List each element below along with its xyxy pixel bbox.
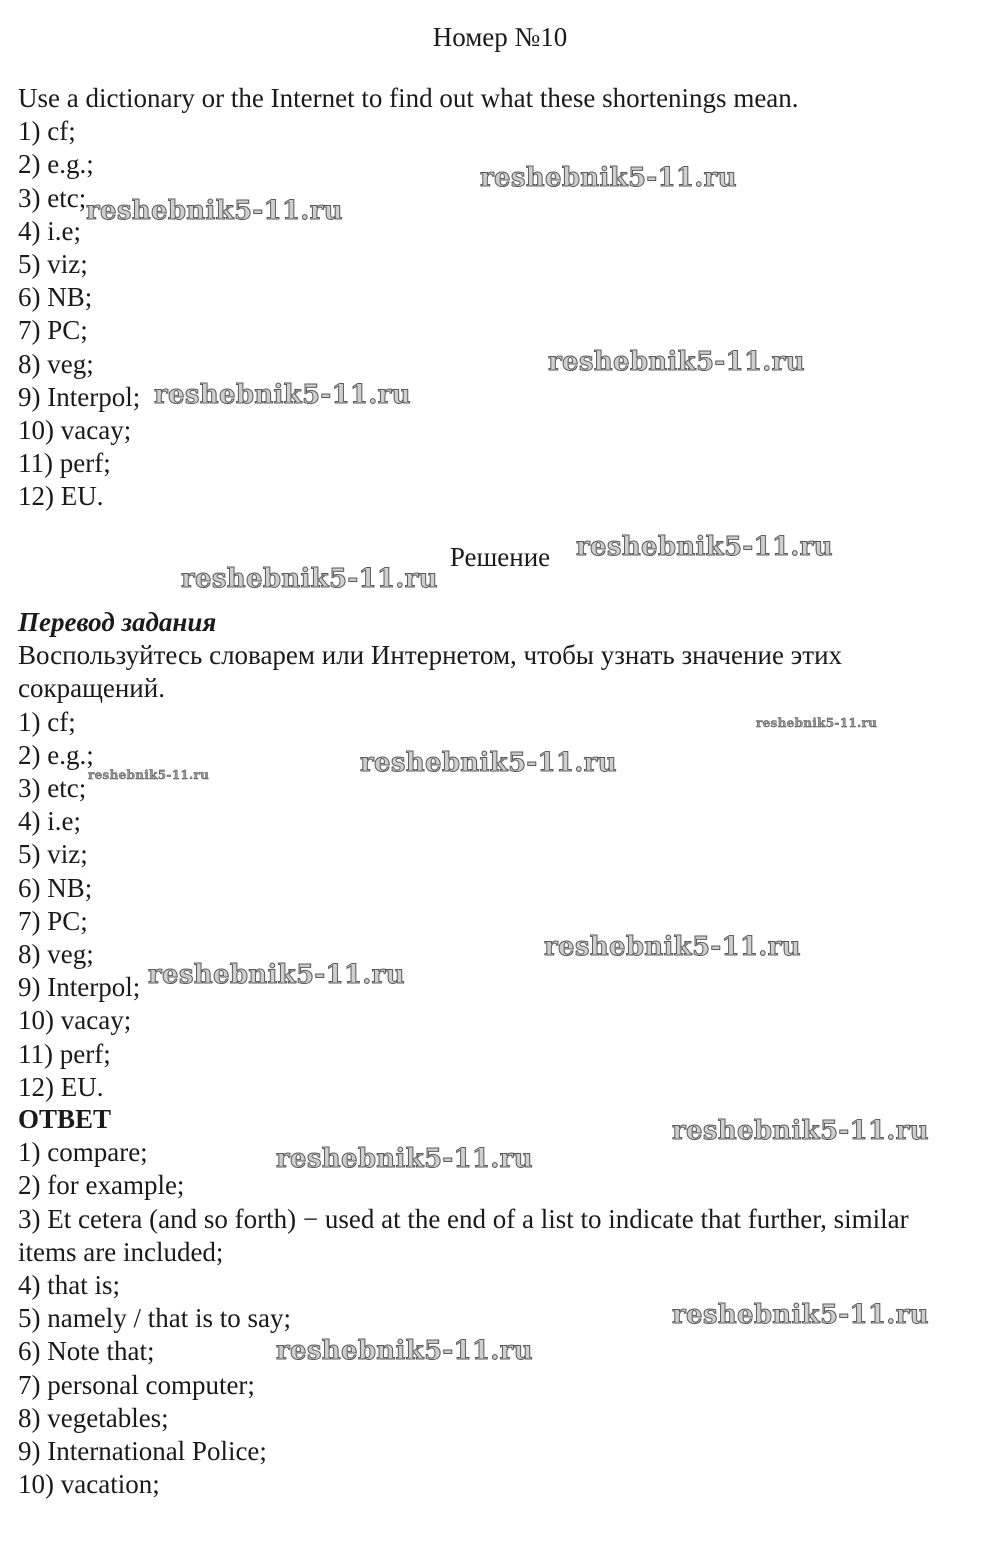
watermark: reshebnik5-11.ru xyxy=(154,380,411,410)
answer-heading: ОТВЕТ xyxy=(18,1104,112,1134)
watermark: reshebnik5-11.ru xyxy=(576,532,833,562)
task-item: 2) e.g.; xyxy=(18,149,94,180)
answer-item: 2) for example; xyxy=(18,1170,185,1201)
answer-item: 5) namely / that is to say; xyxy=(18,1303,291,1334)
watermark: reshebnik5-11.ru xyxy=(276,1336,533,1366)
task-item: 11) perf; xyxy=(18,448,111,479)
translation-item: 12) EU. xyxy=(18,1071,104,1102)
watermark: reshebnik5-11.ru xyxy=(480,163,737,193)
translation-item: 8) veg; xyxy=(18,939,94,970)
answer-item: 1) compare; xyxy=(18,1137,148,1168)
task-section xyxy=(18,82,978,514)
task-item: 12) EU. xyxy=(18,481,104,512)
translation-text: Воспользуйтесь словарем или Интернетом, чтобы узнать значение этих сокращений. xyxy=(18,640,843,704)
translation-section xyxy=(18,606,978,1104)
translation-item: 2) e.g.; xyxy=(18,739,94,770)
translation-item: 4) i.e; xyxy=(18,806,81,837)
task-item: 3) etc; xyxy=(18,182,87,213)
watermark: reshebnik5-11.ru xyxy=(148,960,405,990)
watermark: reshebnik5-11.ru xyxy=(756,716,878,730)
translation-item: 7) PC; xyxy=(18,905,88,936)
solution-label: Решение xyxy=(449,542,551,572)
watermark: reshebnik5-11.ru xyxy=(672,1300,929,1330)
translation-heading: Перевод задания xyxy=(18,607,217,637)
task-item: 6) NB; xyxy=(18,282,93,313)
answer-item: 9) International Police; xyxy=(18,1436,267,1467)
translation-item: 11) perf; xyxy=(18,1038,111,1069)
translation-item: 3) etc; xyxy=(18,773,87,804)
task-item: 1) cf; xyxy=(18,116,76,147)
watermark: reshebnik5-11.ru xyxy=(86,196,343,226)
task-item: 8) veg; xyxy=(18,348,94,379)
watermark: reshebnik5-11.ru xyxy=(181,564,438,594)
translation-item: 1) cf; xyxy=(18,706,76,737)
page-title: Номер №10 xyxy=(432,22,568,52)
answer-item: 7) personal computer; xyxy=(18,1369,255,1400)
watermark: reshebnik5-11.ru xyxy=(360,748,617,778)
task-instruction: Use a dictionary or the Internet to find out what these shortenings mean. xyxy=(18,83,799,113)
task-item: 10) vacay; xyxy=(18,415,132,446)
translation-item: 10) vacay; xyxy=(18,1005,132,1036)
answer-item: 8) vegetables; xyxy=(18,1402,169,1433)
watermark: reshebnik5-11.ru xyxy=(672,1116,929,1146)
watermark: reshebnik5-11.ru xyxy=(548,347,805,377)
watermark: reshebnik5-11.ru xyxy=(88,768,210,782)
task-item: 9) Interpol; xyxy=(18,381,141,412)
task-item: 5) viz; xyxy=(18,249,88,280)
watermark: reshebnik5-11.ru xyxy=(544,932,801,962)
translation-item: 5) viz; xyxy=(18,839,88,870)
answer-item: 4) that is; xyxy=(18,1270,120,1301)
answer-item: 10) vacation; xyxy=(18,1469,160,1500)
translation-item: 6) NB; xyxy=(18,872,93,903)
translation-item: 9) Interpol; xyxy=(18,972,141,1003)
answer-item: 3) Et cetera (and so forth) − used at the end of a list to indicate that further, similar items are included; xyxy=(18,1203,909,1267)
answer-item: 6) Note that; xyxy=(18,1336,155,1367)
task-item: 7) PC; xyxy=(18,315,88,346)
watermark: reshebnik5-11.ru xyxy=(276,1144,533,1174)
task-item: 4) i.e; xyxy=(18,215,81,246)
